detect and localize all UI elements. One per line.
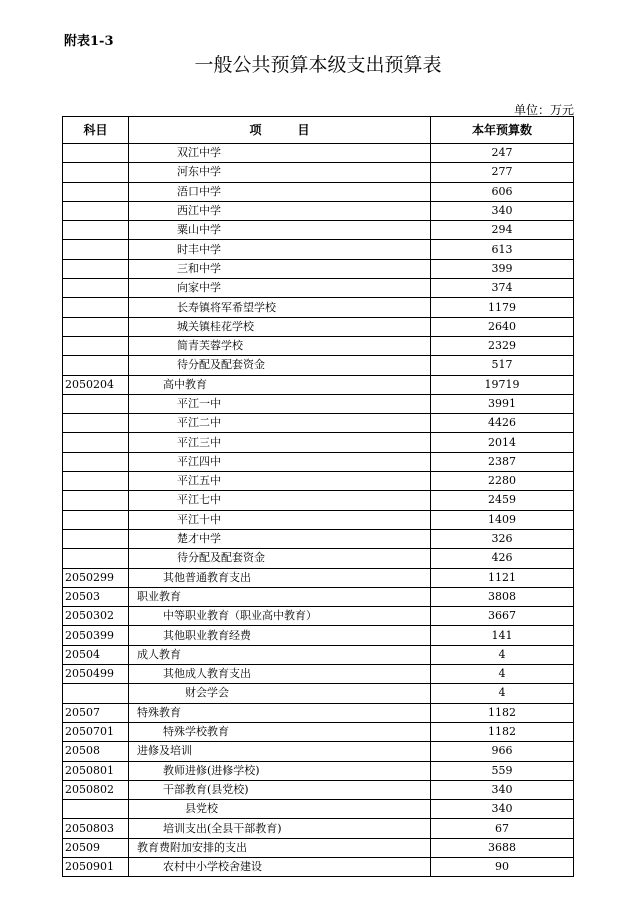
row-item-name: 待分配及配套资金 (129, 356, 431, 375)
row-amount: 247 (431, 144, 574, 163)
row-amount: 3688 (431, 838, 574, 857)
table-row (63, 336, 574, 355)
table-row (63, 665, 574, 684)
unit-label: 单位：万元 (513, 103, 574, 117)
table-row (63, 472, 574, 491)
header-amount: 本年预算数 (431, 117, 574, 144)
row-item-name: 城关镇桂花学校 (129, 317, 431, 336)
row-item-name: 楚才中学 (129, 529, 431, 548)
table-row (63, 298, 574, 317)
row-amount: 399 (431, 259, 574, 278)
row-item-name: 三和中学 (129, 259, 431, 278)
row-code: 2050803 (63, 819, 129, 838)
row-code (63, 163, 129, 182)
row-code (63, 201, 129, 220)
row-amount: 2459 (431, 491, 574, 510)
table-row (63, 587, 574, 606)
row-code: 2050802 (63, 780, 129, 799)
row-item-name: 进修及培训 (129, 742, 431, 761)
row-amount: 3808 (431, 587, 574, 606)
table-row (63, 144, 574, 163)
row-code (63, 414, 129, 433)
table-row (63, 857, 574, 876)
row-item-name: 浯口中学 (129, 182, 431, 201)
row-amount: 1182 (431, 703, 574, 722)
row-item-name: 待分配及配套资金 (129, 549, 431, 568)
row-item-name: 平江三中 (129, 433, 431, 452)
row-amount: 141 (431, 626, 574, 645)
row-item-name: 平江一中 (129, 394, 431, 413)
row-code (63, 800, 129, 819)
row-item-name: 其他普通教育支出 (129, 568, 431, 587)
row-code: 2050901 (63, 857, 129, 876)
row-item-name: 西江中学 (129, 201, 431, 220)
row-item-name: 粟山中学 (129, 221, 431, 240)
row-item-name: 农村中小学校舍建设 (129, 857, 431, 876)
row-code (63, 356, 129, 375)
row-item-name: 职业教育 (129, 587, 431, 606)
row-amount: 374 (431, 279, 574, 298)
row-amount: 559 (431, 761, 574, 780)
row-item-name: 特殊学校教育 (129, 722, 431, 741)
row-code: 2050701 (63, 722, 129, 741)
row-amount: 517 (431, 356, 574, 375)
row-item-name: 平江五中 (129, 472, 431, 491)
row-item-name: 特殊教育 (129, 703, 431, 722)
row-amount: 2329 (431, 336, 574, 355)
table-row (63, 800, 574, 819)
table-row (63, 433, 574, 452)
table-row (63, 549, 574, 568)
table-row (63, 626, 574, 645)
row-item-name: 教师进修(进修学校) (129, 761, 431, 780)
row-amount: 1182 (431, 722, 574, 741)
row-item-name: 财会学会 (129, 684, 431, 703)
row-code (63, 684, 129, 703)
row-code (63, 240, 129, 259)
row-item-name: 成人教育 (129, 645, 431, 664)
appendix-tag: 附表1-3 (64, 34, 114, 49)
row-amount: 966 (431, 742, 574, 761)
row-item-name: 河东中学 (129, 163, 431, 182)
table-row (63, 240, 574, 259)
row-code (63, 510, 129, 529)
row-item-name: 平江七中 (129, 491, 431, 510)
row-code: 2050801 (63, 761, 129, 780)
header-item: 项 目 (129, 117, 431, 144)
row-code (63, 221, 129, 240)
row-amount: 3991 (431, 394, 574, 413)
row-amount: 294 (431, 221, 574, 240)
table-row (63, 491, 574, 510)
table-row (63, 452, 574, 471)
row-item-name: 时丰中学 (129, 240, 431, 259)
row-code: 20503 (63, 587, 129, 606)
row-amount: 3667 (431, 607, 574, 626)
table-row (63, 221, 574, 240)
row-item-name: 其他职业教育经费 (129, 626, 431, 645)
row-code (63, 336, 129, 355)
row-item-name: 其他成人教育支出 (129, 665, 431, 684)
row-item-name: 中等职业教育（职业高中教育） (129, 607, 431, 626)
row-amount: 2387 (431, 452, 574, 471)
row-amount: 90 (431, 857, 574, 876)
row-item-name: 平江二中 (129, 414, 431, 433)
budget-table (62, 116, 574, 877)
table-row (63, 201, 574, 220)
row-item-name: 培训支出(全县干部教育) (129, 819, 431, 838)
row-code (63, 144, 129, 163)
row-amount: 2640 (431, 317, 574, 336)
row-code: 2050302 (63, 607, 129, 626)
row-item-name: 长寿镇将军希望学校 (129, 298, 431, 317)
row-code (63, 529, 129, 548)
row-item-name: 干部教育(县党校) (129, 780, 431, 799)
row-code (63, 472, 129, 491)
table-row (63, 742, 574, 761)
row-amount: 606 (431, 182, 574, 201)
row-code (63, 433, 129, 452)
table-row (63, 414, 574, 433)
row-amount: 1121 (431, 568, 574, 587)
row-item-name: 平江十中 (129, 510, 431, 529)
row-amount: 4 (431, 684, 574, 703)
table-row (63, 838, 574, 857)
table-row (63, 607, 574, 626)
row-code: 2050299 (63, 568, 129, 587)
header-code: 科目 (63, 117, 129, 144)
row-code (63, 259, 129, 278)
table-row (63, 356, 574, 375)
row-code: 20509 (63, 838, 129, 857)
table-row (63, 761, 574, 780)
table-row (63, 317, 574, 336)
row-code (63, 452, 129, 471)
row-item-name: 高中教育 (129, 375, 431, 394)
row-item-name: 平江四中 (129, 452, 431, 471)
row-item-name: 双江中学 (129, 144, 431, 163)
table-row (63, 684, 574, 703)
row-item-name: 县党校 (129, 800, 431, 819)
row-item-name: 向家中学 (129, 279, 431, 298)
page-title: 一般公共预算本级支出预算表 (194, 54, 442, 76)
row-amount: 613 (431, 240, 574, 259)
row-amount: 4 (431, 665, 574, 684)
row-code (63, 182, 129, 201)
row-amount: 340 (431, 780, 574, 799)
row-code: 2050204 (63, 375, 129, 394)
row-code (63, 317, 129, 336)
table-row (63, 819, 574, 838)
table-row (63, 645, 574, 664)
table-row (63, 510, 574, 529)
row-item-name: 教育费附加安排的支出 (129, 838, 431, 857)
table-row (63, 703, 574, 722)
row-code: 20507 (63, 703, 129, 722)
row-amount: 67 (431, 819, 574, 838)
table-row (63, 163, 574, 182)
row-code (63, 491, 129, 510)
row-item-name: 简青芙蓉学校 (129, 336, 431, 355)
row-amount: 426 (431, 549, 574, 568)
row-amount: 340 (431, 800, 574, 819)
row-code (63, 298, 129, 317)
table-row (63, 182, 574, 201)
table-row (63, 529, 574, 548)
row-amount: 277 (431, 163, 574, 182)
row-amount: 2280 (431, 472, 574, 491)
row-amount: 340 (431, 201, 574, 220)
table-body (63, 144, 574, 877)
row-code: 2050399 (63, 626, 129, 645)
table-row (63, 568, 574, 587)
table-header-row (63, 117, 574, 144)
row-amount: 1179 (431, 298, 574, 317)
table-row (63, 279, 574, 298)
row-amount: 326 (431, 529, 574, 548)
row-code: 20504 (63, 645, 129, 664)
row-amount: 4 (431, 645, 574, 664)
row-code (63, 279, 129, 298)
row-code: 2050499 (63, 665, 129, 684)
table-row (63, 375, 574, 394)
table-row (63, 394, 574, 413)
row-amount: 1409 (431, 510, 574, 529)
row-code (63, 394, 129, 413)
table-row (63, 780, 574, 799)
table-row (63, 722, 574, 741)
table-row (63, 259, 574, 278)
row-code: 20508 (63, 742, 129, 761)
row-amount: 4426 (431, 414, 574, 433)
row-code (63, 549, 129, 568)
row-amount: 19719 (431, 375, 574, 394)
row-amount: 2014 (431, 433, 574, 452)
